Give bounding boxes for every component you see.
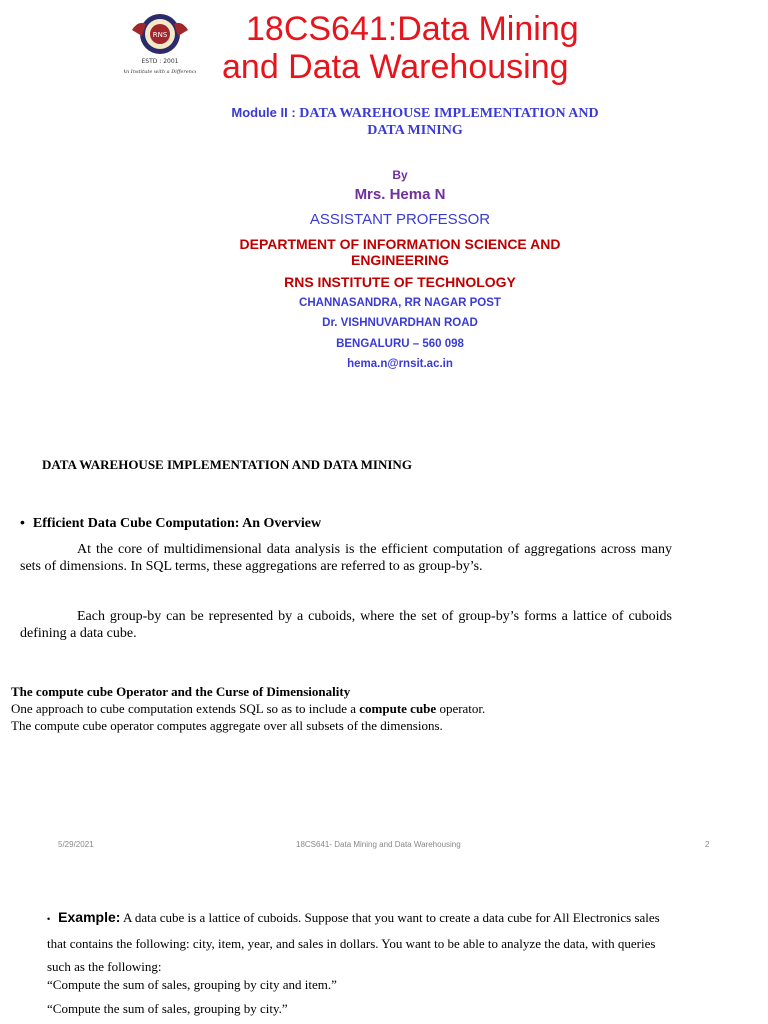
- example-paragraph: [47, 906, 667, 979]
- slide-heading: DATA WAREHOUSE IMPLEMENTATION AND DATA MINING: [42, 457, 412, 472]
- svg-text:RNS: RNS: [152, 31, 168, 39]
- paragraph-1: [20, 541, 672, 575]
- department-name: [190, 236, 610, 268]
- email-address: hema.n@rnsit.ac.in: [347, 358, 453, 370]
- logo-estd: ESTD : 2001: [141, 58, 179, 65]
- department-line1: DEPARTMENT OF INFORMATION SCIENCE AND: [239, 236, 561, 252]
- content-slide-2: [0, 428, 768, 860]
- paragraph-2-text: Each group-by can be represented by a cuboids, where the set of group-by’s forms a lattice of cuboids defining a data cube.: [20, 609, 672, 641]
- address-line1: CHANNASANDRA, RR NAGAR POST: [299, 297, 501, 309]
- bullet-heading: [20, 514, 321, 532]
- course-title-line2: and Data Warehousing: [222, 48, 569, 86]
- example-label: Example:: [58, 909, 121, 925]
- paragraph-1-text: At the core of multidimensional data analysis is the efficient computation of aggregations across many sets of dimensions. In SQL terms, these aggregations are referred to as group-by’s.: [20, 542, 672, 574]
- author-name: Mrs. Hema N: [354, 186, 446, 203]
- institute-name: RNS INSTITUTE OF TECHNOLOGY: [284, 274, 516, 290]
- cube-section-heading: The compute cube Operator and the Curse of Dimensionality: [11, 684, 351, 699]
- cube-line-1: [11, 701, 485, 717]
- bullet-icon: •: [47, 914, 51, 924]
- bullet-heading-text: Efficient Data Cube Computation: An Overview: [32, 516, 322, 531]
- content-slide-3: [0, 860, 768, 1024]
- query-quote-1: “Compute the sum of sales, grouping by city and item.”: [47, 977, 337, 992]
- footer-page-number: 2: [705, 840, 710, 849]
- cube-line-1-before: One approach to cube computation extends SQL so as to include a: [11, 701, 360, 716]
- address-line2: Dr. VISHNUVARDHAN ROAD: [322, 317, 478, 329]
- cube-line-1-after: operator.: [436, 701, 486, 716]
- bullet-icon: •: [20, 514, 25, 530]
- module-title-line1: DATA WAREHOUSE IMPLEMENTATION AND: [299, 106, 599, 121]
- department-line2: ENGINEERING: [350, 252, 449, 268]
- title-slide: [0, 0, 768, 428]
- module-prefix: Module II :: [231, 105, 300, 120]
- institute-emblem-icon: [124, 10, 196, 80]
- example-text: A data cube is a lattice of cuboids. Suppose that you want to create a data cube for All Electronics sales that contains the following: city, item, year, and sales in dollars. You want to be able to analyze the data, with queries such as the following:: [47, 910, 660, 974]
- footer-course: 18CS641- Data Mining and Data Warehousing: [296, 840, 461, 849]
- paragraph-2: [20, 608, 672, 642]
- author-designation: ASSISTANT PROFESSOR: [309, 211, 491, 228]
- logo-motto: An Institute with a Difference: [124, 69, 196, 75]
- module-title: [190, 104, 640, 139]
- course-title-line1: 18CS641:Data Mining: [246, 10, 579, 48]
- cube-line-1-bold: compute cube: [359, 701, 437, 716]
- footer-date: 5/29/2021: [58, 840, 94, 849]
- by-label: By: [392, 168, 408, 182]
- cube-line-2: The compute cube operator computes aggregate over all subsets of the dimensions.: [11, 718, 443, 733]
- query-quote-2: “Compute the sum of sales, grouping by city.”: [47, 1001, 288, 1016]
- address-line3: BENGALURU – 560 098: [336, 338, 464, 350]
- module-title-line2: DATA MINING: [367, 123, 463, 138]
- course-title: [222, 10, 642, 86]
